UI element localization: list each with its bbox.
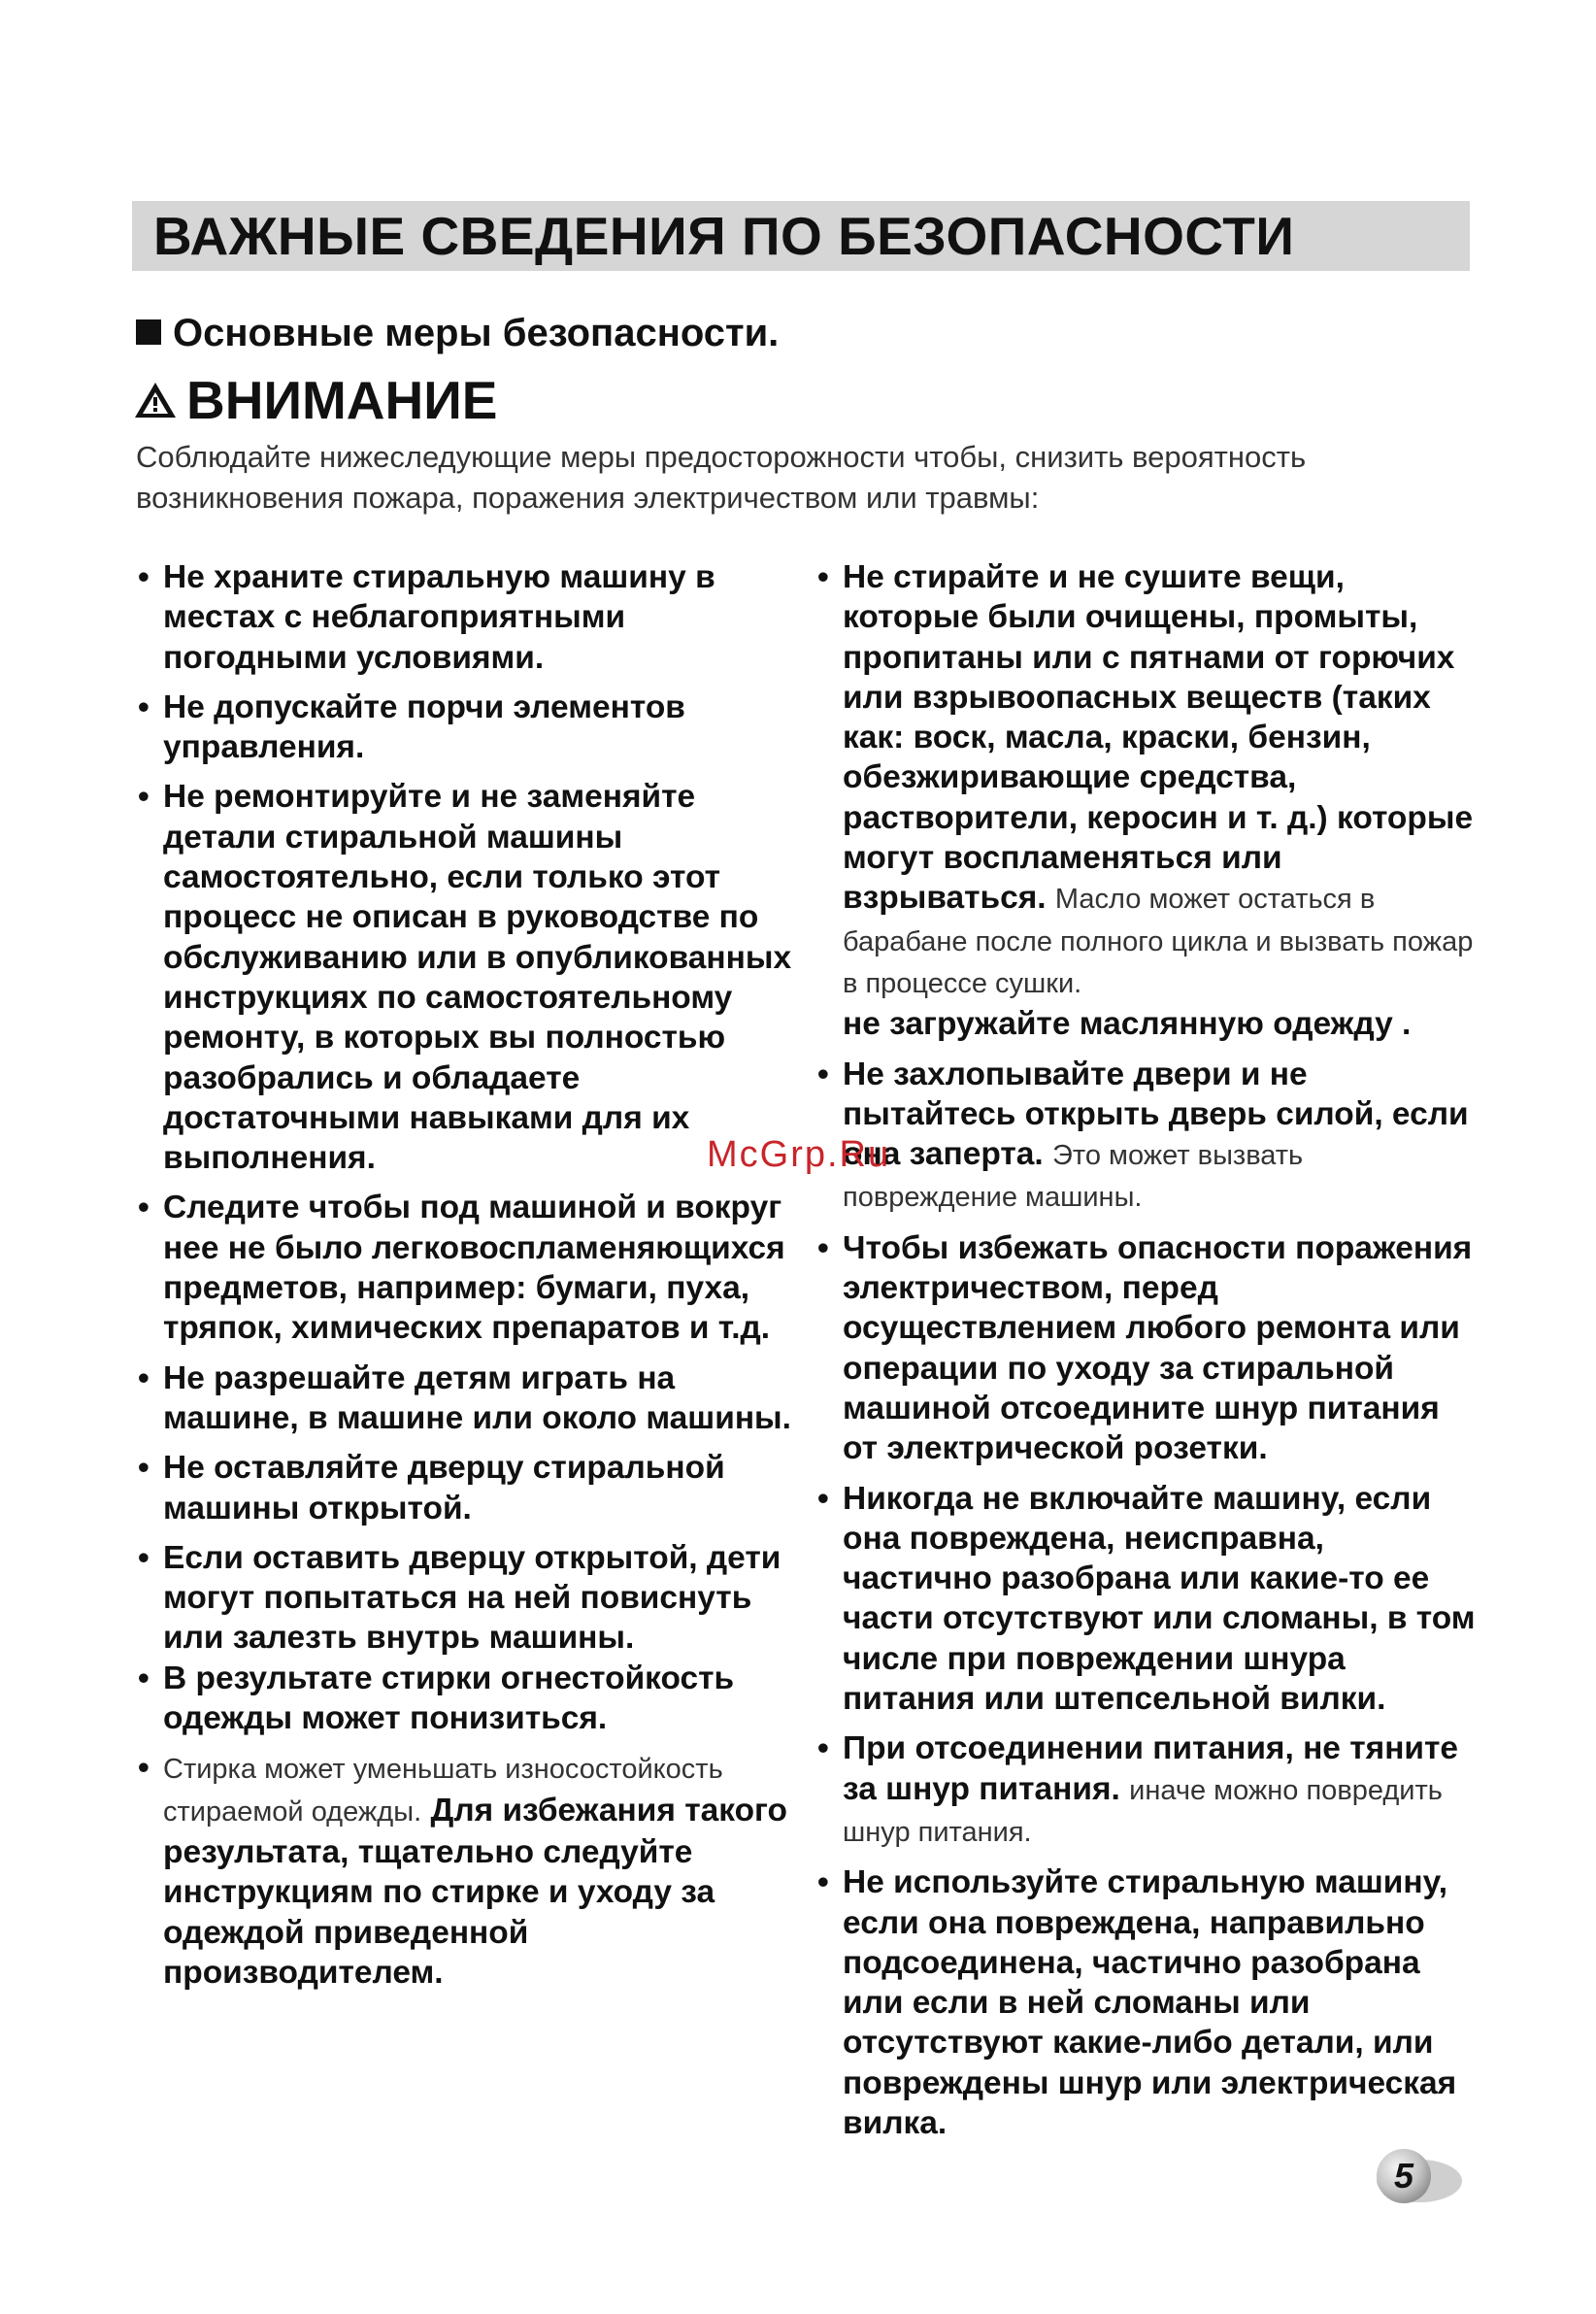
warning-triangle-icon [132, 380, 179, 420]
list-item [136, 1659, 806, 1739]
item-text: Чтобы избежать опасности поражения электричеством, перед осуществлением любого ремонта или операции по уходу за стиральной машиной отсоедините шнур питания от электрической розетки. [843, 1229, 1473, 1467]
bullet: • [138, 1359, 150, 1396]
bullet: • [138, 1190, 150, 1226]
section-title-text: Основные меры безопасности. [173, 312, 780, 354]
bullet: • [817, 1730, 829, 1767]
list-item [136, 687, 806, 768]
list-item [136, 557, 806, 678]
left-column [136, 557, 806, 2002]
list-item [136, 1358, 806, 1439]
page-title: ВАЖНЫЕ СВЕДЕНИЯ ПО БЕЗОПАСНОСТИ [153, 206, 1295, 266]
item-text-normal: Стирка может уменьшать износостойкость стираемой одежды. [163, 1754, 723, 1828]
list-item [815, 557, 1476, 1045]
bullet: • [138, 1750, 150, 1787]
warning-title-text: ВНИМАНИЕ [186, 370, 498, 430]
item-text: Для избежания такого результата, тщательно следуйте инструкциям по стирке и уходу за одеждой приведенной производителем. [163, 1792, 788, 1991]
bullet: • [138, 1660, 150, 1696]
item-text-normal: Это может вызвать повреждение машины. [843, 1140, 1304, 1214]
list-item [815, 1228, 1476, 1469]
item-text-normal: иначе можно повредить шнур питания. [843, 1774, 1443, 1848]
bullet: • [817, 1480, 829, 1517]
bullet: • [817, 1229, 829, 1266]
item-text: При отсоединении питания, не тяните за шнур питания. [843, 1730, 1459, 1807]
item-text-normal: Масло может остаться в барабане после полного цикла и вызвать пожар в процессе сушки. [843, 884, 1474, 999]
list-item [136, 1538, 806, 1659]
list-item [815, 1862, 1476, 2143]
list-item [136, 1188, 806, 1348]
item-text: Не храните стиральную машину в местах с неблагоприятными погодными условиями. [163, 559, 715, 676]
right-column [815, 557, 1476, 2153]
bullet: • [817, 1056, 829, 1092]
bullet: • [138, 779, 150, 816]
item-text: Следите чтобы под машиной и вокруг нее не было легковоспламеняющихся предметов, например: бумаги, пуха, тряпок, химических препаратов и т.д. [163, 1190, 785, 1347]
item-text: Не используйте стиральную машину, если она повреждена, направильно подсоединена, частично разобрана или если в ней сломаны или отсутствуют какие-либо детали, или повреждены шнур или электрическая вилка. [843, 1864, 1457, 2141]
item-text: Не захлопывайте двери и не пытайтесь открыть дверь силой, если она заперта. [843, 1056, 1469, 1173]
bullet: • [817, 559, 829, 595]
page-number-badge [1359, 2146, 1466, 2208]
item-text: Не разрешайте детям играть на машине, в машине или около машины. [163, 1359, 791, 1436]
header-band [132, 201, 1470, 271]
bullet: • [138, 1539, 150, 1576]
watermark: McGrp.Ru [707, 1134, 891, 1175]
section-title [136, 309, 779, 357]
bullet: • [138, 688, 150, 725]
item-text: Не ремонтируйте и не заменяйте детали стиральной машины самостоятельно, если только этот процесс не описан в руководстве по обслуживанию или в опубликованных инструкциях по самостоятельному ремонту, в которых вы полностью разобрались и обладаете достаточными навыками для их выполнения. [163, 779, 792, 1177]
list-item [815, 1728, 1476, 1853]
bullet: • [138, 559, 150, 595]
item-text-extra: не загружайте маслянную одежду . [843, 1006, 1412, 1043]
square-bullet-icon [136, 319, 161, 345]
item-text: В результате стирки огнестойкость одежды может понизиться. [163, 1660, 735, 1737]
warning-heading [132, 369, 497, 431]
page-number: 5 [1393, 2156, 1414, 2196]
bullet: • [138, 1450, 150, 1487]
list-item [815, 1055, 1476, 1219]
item-text: Не оставляйте дверцу стиральной машины открытой. [163, 1450, 725, 1526]
bullet: • [817, 1864, 829, 1901]
list-item [815, 1479, 1476, 1720]
item-text: Не допускайте порчи элементов управления. [163, 688, 685, 766]
warning-intro: Соблюдайте нижеследующие меры предосторожности чтобы, снизить вероятность возникновения пожара, поражения электричеством или травмы: [136, 440, 1307, 515]
item-text: Не стирайте и не сушите вещи, которые были очищены, промыты, пропитаны или с пятнами от горючих или взрывоопасных веществ (таких как: воск, масла, краски, бензин, обезжиривающие средства, растворители, керосин и т. д.) которые могут воспламеняться или взрываться. [843, 559, 1474, 917]
item-text: Если оставить дверцу открытой, дети могут попытаться на ней повиснуть или залезть внутрь машины. [163, 1539, 781, 1657]
list-item [136, 1748, 806, 1993]
list-item [136, 777, 806, 1178]
list-item [136, 1448, 806, 1528]
item-text: Никогда не включайте машину, если она повреждена, неисправна, частично разобрана или какие-то ее части отсутствуют или сломаны, в том числе при повреждении шнура питания или штепсельной вилки. [843, 1480, 1476, 1718]
